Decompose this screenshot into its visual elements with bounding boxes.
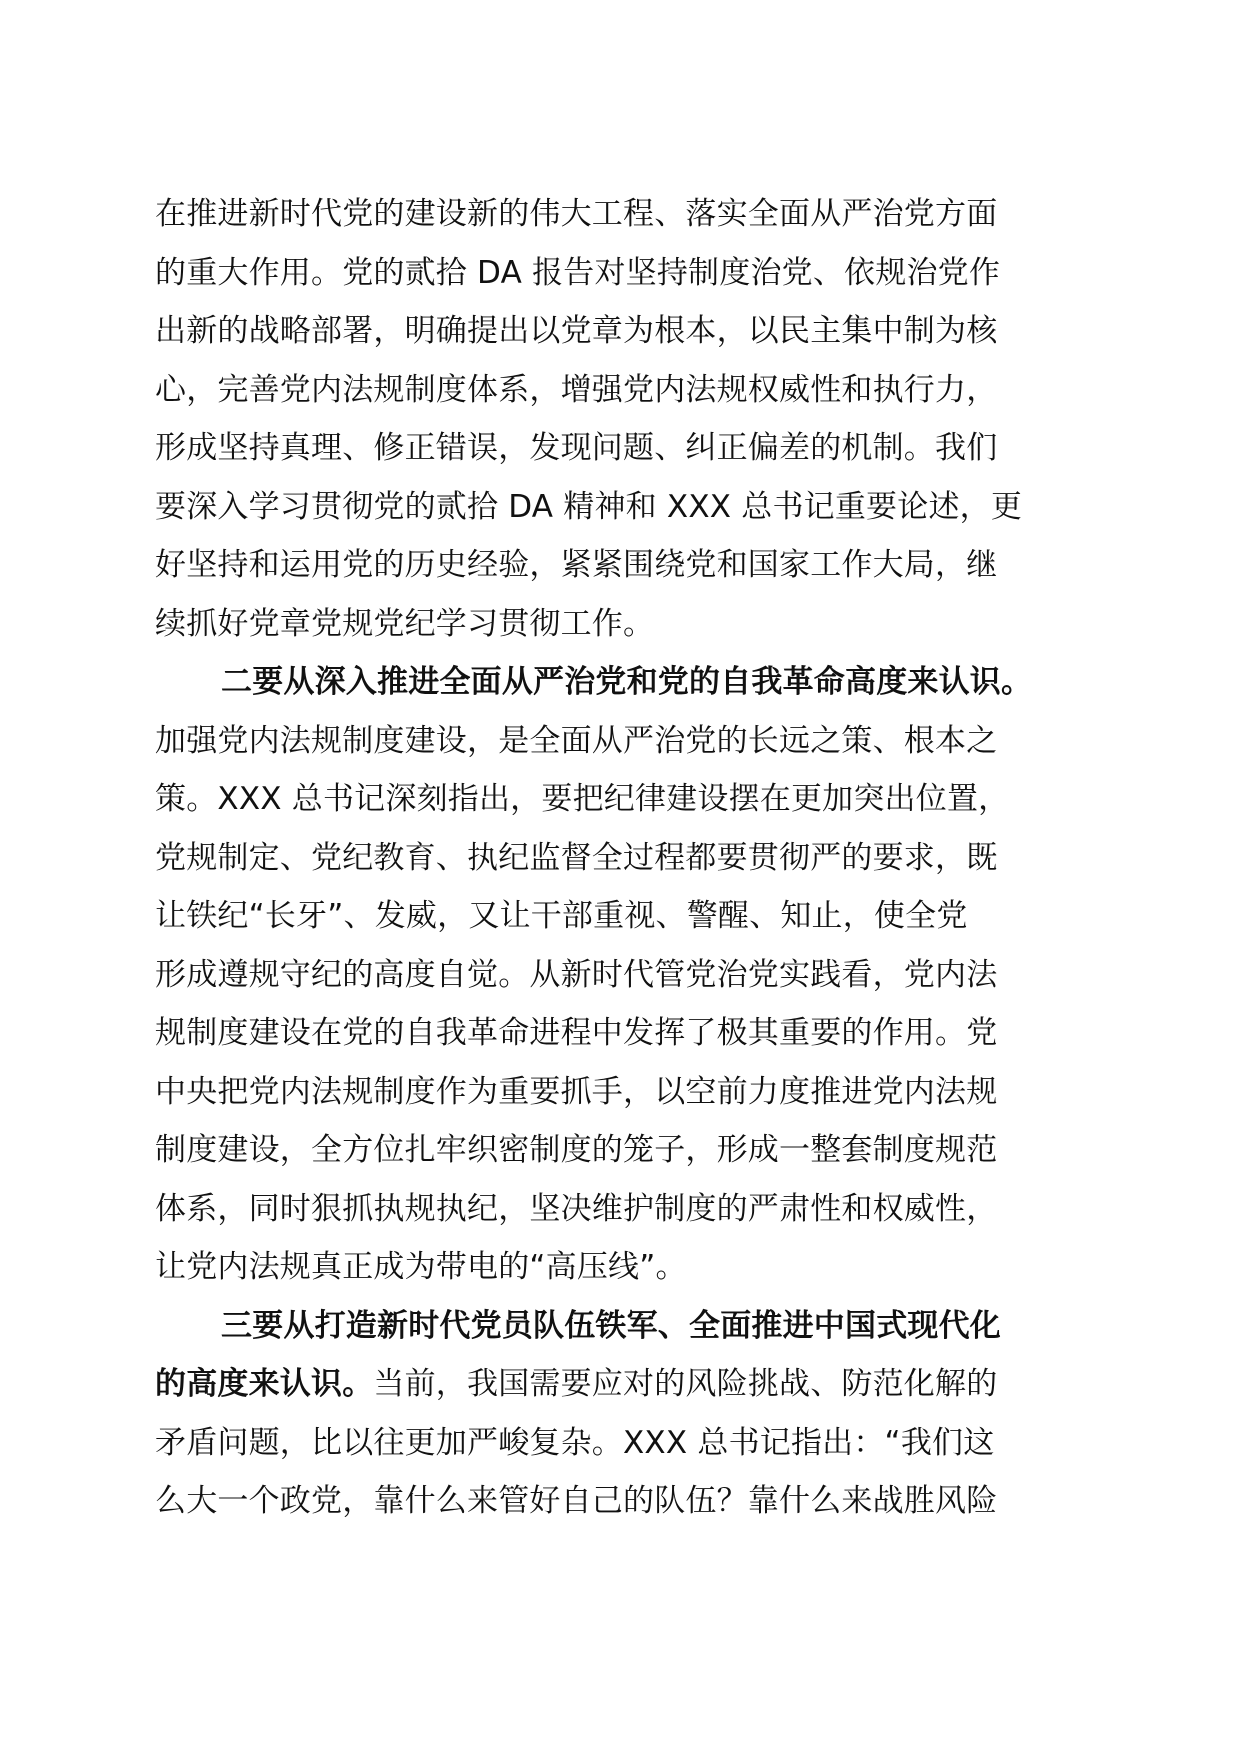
text-line bbox=[155, 419, 1080, 478]
bold-heading-text: 三要从打造新时代党员队伍铁军、全面推进中国式现代化 bbox=[221, 1307, 1001, 1344]
text-line bbox=[155, 1180, 1080, 1239]
body-text-run: 体系，同时狠抓执规执纪，坚决维护制度的严肃性和权威性， bbox=[155, 1190, 998, 1227]
body-text-run: 么大一个政党，靠什么来管好自己的队伍？靠什么来战胜风险 bbox=[155, 1483, 998, 1519]
body-text-run: 当前，我国需要应对的风险挑战、防范化解的 bbox=[373, 1366, 998, 1402]
text-line bbox=[155, 829, 1080, 888]
body-text-run: 让铁纪“长牙”、发威，又让干部重视、警醒、知止，使全党 bbox=[155, 898, 968, 934]
body-text-run: 党规制定、党纪教育、执纪监督全过程都要贯彻严的要求，既 bbox=[155, 839, 998, 876]
body-text-run: 加强党内法规制度建设，是全面从严治党的长远之策、根本之 bbox=[155, 722, 998, 759]
body-text-run: 续抓好党章党规党纪学习贯彻工作。 bbox=[155, 605, 655, 642]
body-text bbox=[155, 185, 1080, 1531]
text-line bbox=[155, 185, 1080, 244]
text-line bbox=[155, 1121, 1080, 1180]
text-line bbox=[155, 1297, 1080, 1356]
body-text-run: 好坚持和运用党的历史经验，紧紧围绕党和国家工作大局，继 bbox=[155, 547, 998, 583]
bold-heading-text: 的高度来认识。 bbox=[155, 1366, 374, 1402]
body-text-run: 规制度建设在党的自我革命进程中发挥了极其重要的作用。党 bbox=[155, 1015, 998, 1051]
text-line bbox=[155, 946, 1080, 1005]
text-line bbox=[155, 1063, 1080, 1122]
body-text-run: 制度建设，全方位扎牢织密制度的笼子，形成一整套制度规范 bbox=[155, 1132, 998, 1168]
text-line bbox=[155, 302, 1080, 361]
body-text-run: 心，完善党内法规制度体系，增强党内法规权威性和执行力， bbox=[155, 371, 998, 408]
text-line bbox=[155, 653, 1080, 712]
body-text-run: 要深入学习贯彻党的贰拾 DA 精神和 XXX 总书记重要论述，更 bbox=[155, 488, 1023, 525]
text-line bbox=[155, 1355, 1080, 1414]
text-line bbox=[155, 770, 1080, 829]
text-line bbox=[155, 244, 1080, 303]
body-text-run: 策。XXX 总书记深刻指出，要把纪律建设摆在更加突出位置， bbox=[155, 781, 1010, 817]
text-line bbox=[155, 1238, 1080, 1297]
body-text-run: 出新的战略部署，明确提出以党章为根本，以民主集中制为核 bbox=[155, 313, 998, 349]
text-line bbox=[155, 712, 1080, 771]
body-text-run: 形成坚持真理、修正错误，发现问题、纠正偏差的机制。我们 bbox=[155, 430, 998, 466]
body-text-run: 在推进新时代党的建设新的伟大工程、落实全面从严治党方面 bbox=[155, 196, 998, 232]
text-line bbox=[155, 595, 1080, 654]
text-line bbox=[155, 1004, 1080, 1063]
text-line bbox=[155, 887, 1080, 946]
text-line bbox=[155, 478, 1080, 537]
body-text-run: 的重大作用。党的贰拾 DA 报告对坚持制度治党、依规治党作 bbox=[155, 254, 1001, 291]
text-line bbox=[155, 1414, 1080, 1473]
text-line bbox=[155, 1472, 1080, 1531]
body-text-run: 让党内法规真正成为带电的“高压线”。 bbox=[155, 1249, 687, 1285]
text-line bbox=[155, 361, 1080, 420]
bold-heading-text: 二要从深入推进全面从严治党和党的自我革命高度来认识。 bbox=[221, 664, 1033, 700]
body-text-run: 矛盾问题，比以往更加严峻复杂。XXX 总书记指出：“我们这 bbox=[155, 1424, 995, 1461]
body-text-run: 中央把党内法规制度作为重要抓手，以空前力度推进党内法规 bbox=[155, 1073, 998, 1110]
text-line bbox=[155, 536, 1080, 595]
body-text-run: 形成遵规守纪的高度自觉。从新时代管党治党实践看，党内法 bbox=[155, 956, 998, 993]
